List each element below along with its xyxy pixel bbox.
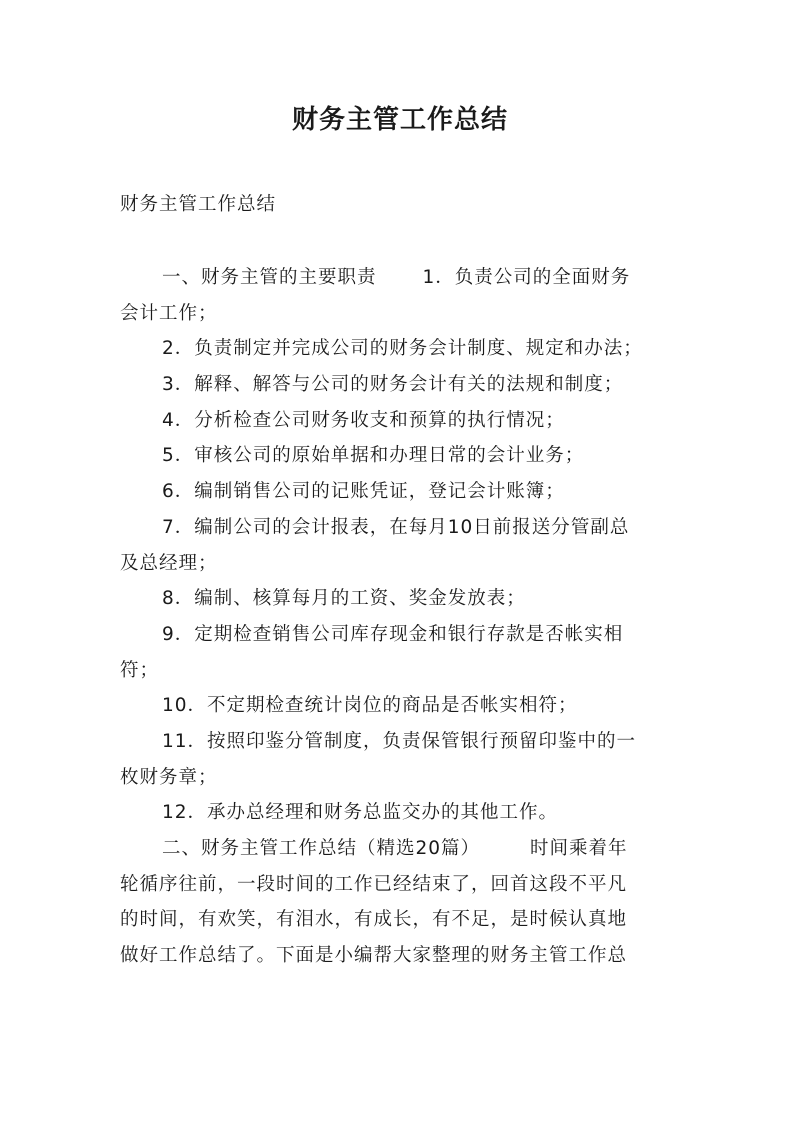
- item1-continuation: 会计工作；: [120, 302, 218, 324]
- item4-text: 4．分析检查公司财务收支和预算的执行情况；: [162, 409, 565, 431]
- item6-text: 6．编制销售公司的记账凭证，登记会计账簿；: [162, 481, 565, 503]
- document-body: [120, 260, 686, 974]
- section2-line3: 的时间，有欢笑，有泪水，有成长，有不足，是时候认真地: [120, 909, 628, 931]
- section2-line1-tail: 时间乘着年: [530, 838, 628, 859]
- document-title: 财务主管工作总结: [291, 105, 508, 135]
- section2-heading: 二、财务主管工作总结（精选20篇）: [162, 838, 481, 859]
- item8-text: 8．编制、核算每月的工资、奖金发放表；: [162, 588, 526, 610]
- item7-text: 7．编制公司的会计报表，在每月10日前报送分管副总: [162, 516, 630, 538]
- item12-text: 12．承办总经理和财务总监交办的其他工作。: [162, 802, 559, 824]
- item10-text: 10．不定期检查统计岗位的商品是否帐实相符；: [162, 695, 578, 717]
- item2-text: 2．负责制定并完成公司的财务会计制度、规定和办法；: [162, 338, 643, 360]
- section2-line2: 轮循序往前，一段时间的工作已经结束了，回首这段不平凡: [120, 873, 628, 895]
- document-subtitle: 财务主管工作总结: [120, 194, 277, 215]
- section1-heading-line: [120, 260, 686, 296]
- item11-text: 11．按照印鉴分管制度，负责保管银行预留印鉴中的一: [162, 730, 637, 752]
- item5-text: 5．审核公司的原始单据和办理日常的会计业务；: [162, 445, 585, 467]
- item11-continuation: 枚财务章；: [120, 766, 218, 788]
- section1-heading: 一、财务主管的主要职责: [162, 267, 377, 288]
- item1-text: 1．负责公司的全面财务: [422, 267, 631, 288]
- item9-text: 9．定期检查销售公司库存现金和银行存款是否帐实相: [162, 623, 624, 645]
- item3-text: 3．解释、解答与公司的财务会计有关的法规和制度；: [162, 374, 624, 396]
- section2-heading-line: [120, 831, 686, 867]
- item7-continuation: 及总经理；: [120, 552, 218, 574]
- item9-continuation: 符；: [120, 659, 160, 681]
- section2-line4: 做好工作总结了。下面是小编帮大家整理的财务主管工作总: [120, 945, 628, 967]
